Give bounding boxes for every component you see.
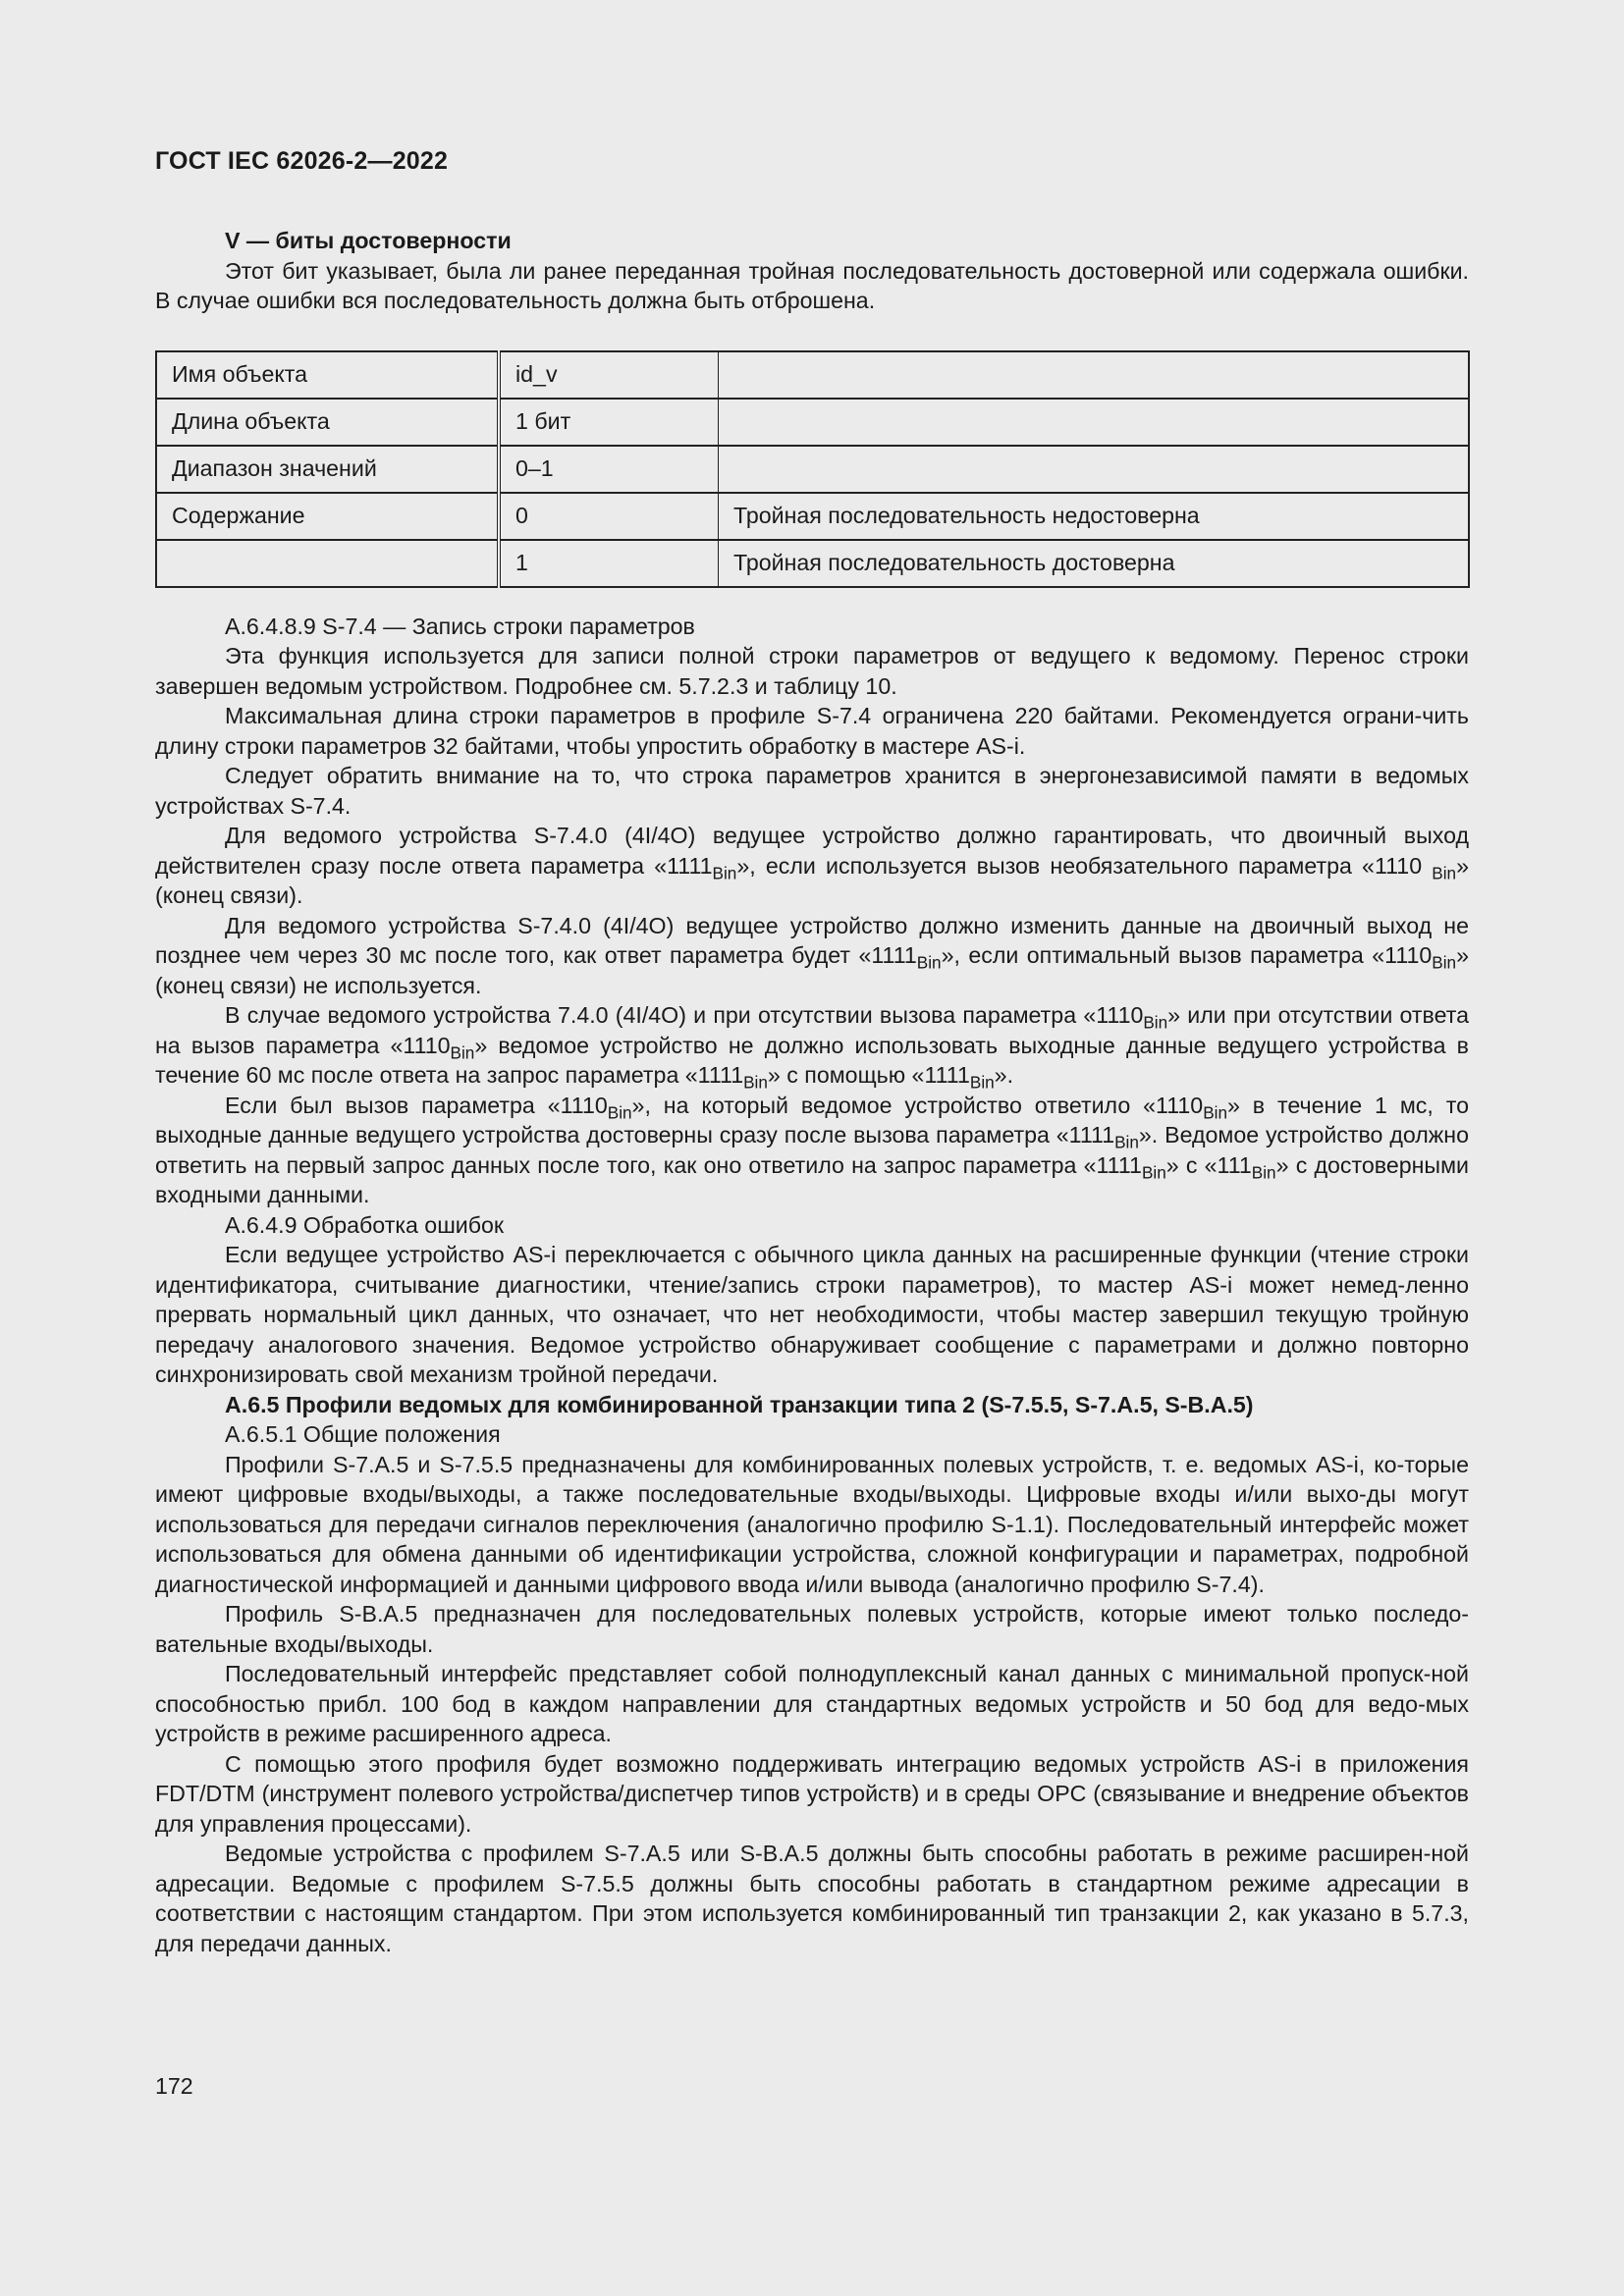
text-run: » с «111 xyxy=(1165,1151,1252,1178)
text-run: ». xyxy=(994,1062,1014,1088)
table-cell: Тройная последовательность недостоверна xyxy=(719,493,1470,540)
table-row xyxy=(156,399,1469,446)
text-run: ». Ведомое устройство должно ответить на первый запрос данных после того, как оно ответило на запрос параметра «1111 xyxy=(155,1122,1469,1178)
subscript: Bin xyxy=(450,1041,475,1062)
text-run: », если используется вызов необязательного параметра «1110 xyxy=(736,852,1433,879)
table-row xyxy=(156,446,1469,493)
section-a651-title: А.6.5.1 Общие положения xyxy=(225,1421,501,1447)
table-cell: 1 бит xyxy=(499,399,719,446)
table-row xyxy=(156,540,1469,587)
subscript: Bin xyxy=(1143,1012,1168,1033)
section-a649-title: А.6.4.9 Обработка ошибок xyxy=(225,1211,505,1238)
subscript: Bin xyxy=(1251,1161,1276,1182)
table-cell: Имя объекта xyxy=(156,351,499,399)
table-cell: Длина объекта xyxy=(156,399,499,446)
paragraph: Ведомые устройства с профилем S-7.A.5 или S-B.A.5 должны быть способны работать в режиме расширен-ной адресации. Ведомые с профилем S-7.5.5 должны быть способны работать в стандартном режиме адресации в соответствии с настоящим стандартом. При этом используется комбинированный тип транзакции 2, как указано в 5.7.3, для передачи данных. xyxy=(155,1841,1469,1956)
subscript: Bin xyxy=(1432,862,1457,882)
text-run: » (конец связи) не используется. xyxy=(155,942,1469,998)
table-cell: 0 xyxy=(499,493,719,540)
paragraph xyxy=(155,821,1469,911)
subscript: Bin xyxy=(607,1101,632,1122)
text-run: Если был вызов параметра «1110 xyxy=(225,1092,608,1118)
paragraph: Профиль S-B.A.5 предназначен для последовательных полевых устройств, которые имеют только последо-вательные входы/выходы. xyxy=(155,1601,1469,1657)
paragraph: Максимальная длина строки параметров в профиле S-7.4 ограничена 220 байтами. Рекомендуется ограни-чить длину строки параметров 32 байтами, чтобы упростить обработку в мастере AS-i. xyxy=(155,703,1469,759)
paragraph xyxy=(155,911,1469,1001)
paragraph: Эта функция используется для записи полной строки параметров от ведущего к ведомому. Перенос строки завершен ведомым устройством. Подробнее см. 5.7.2.3 и таблицу 10. xyxy=(155,643,1469,699)
paragraph: Если ведущее устройство AS-i переключается с обычного цикла данных на расширенные функции (чтение строки идентификатора, считывание диагностики, чтение/запись строки параметров), то мастер AS-i может немед-ленно прервать нормальный цикл данных, что означает, что нет необходимости, чтобы мастер завершил текущую тройную передачу аналогового значения. Ведомое устройство обнаруживает сообщение с параметрами и должно повторно синхронизировать свой механизм тройной передачи. xyxy=(155,1242,1469,1387)
section-a6489-title: А.6.4.8.9 S-7.4 — Запись строки параметров xyxy=(225,613,695,639)
table-cell: 0–1 xyxy=(499,446,719,493)
text-run: », на который ведомое устройство ответило «1110 xyxy=(631,1092,1204,1118)
paragraph xyxy=(155,1091,1469,1210)
table-cell: id_v xyxy=(499,351,719,399)
table-row xyxy=(156,351,1469,399)
table-cell xyxy=(156,540,499,587)
table-cell xyxy=(719,351,1470,399)
object-table xyxy=(155,350,1470,588)
table-cell: 1 xyxy=(499,540,719,587)
page-content xyxy=(155,226,1469,1958)
paragraph: Профили S-7.A.5 и S-7.5.5 предназначены для комбинированных полевых устройств, т. е. ведомых AS-i, ко-торые имеют цифровые входы/выходы, а также последовательные входы/выходы. Цифровые входы и/или выхо-ды могут использоваться для передачи сигналов переключения (аналогично профилю S-1.1). Последовательный интерфейс может использоваться для обмена данными об идентификации устройства, сложной конфигурации и параметрах, подробной диагностической информацией и данными цифрового ввода и/или вывода (аналогично профилю S-7.4). xyxy=(155,1451,1469,1597)
subscript: Bin xyxy=(1432,952,1457,973)
text-run: » с помощью «1111 xyxy=(767,1062,970,1088)
text-run: В случае ведомого устройства 7.4.0 (4I/4O) и при отсутствии вызова параметра «1110 xyxy=(225,1002,1144,1028)
paragraph: Следует обратить внимание на то, что строка параметров хранится в энергонезависимой памяти в ведомых устройствах S-7.4. xyxy=(155,763,1469,819)
table-cell xyxy=(719,399,1470,446)
subscript: Bin xyxy=(969,1072,995,1093)
text-run: Для ведомого устройства S-7.4.0 (4I/4O) ведущее устройство должно изменить данные на двоичный выход не позднее чем через 30 мс после того, как ответ параметра будет «1111 xyxy=(155,912,1469,968)
text-run: Для ведомого устройства S-7.4.0 (4I/4O) ведущее устройство должно гарантировать, что двоичный выход действителен сразу после ответа параметра «1111 xyxy=(155,823,1469,879)
subscript: Bin xyxy=(1114,1132,1139,1152)
text-run: » или при отсутствии ответа на вызов параметра «1110 xyxy=(155,1002,1469,1058)
page-number: 172 xyxy=(155,2073,193,2099)
table-cell: Тройная последовательность достоверна xyxy=(719,540,1470,587)
subscript: Bin xyxy=(1203,1101,1227,1122)
table-cell xyxy=(719,446,1470,493)
paragraph: Последовательный интерфейс представляет собой полнодуплексный канал данных с минимальной пропуск-ной способностью прибл. 100 бод в каждом направлении для стандартных ведомых устройств и 50 бод для ведо-мых устройств в режиме расширенного адреса. xyxy=(155,1661,1469,1746)
table-cell: Диапазон значений xyxy=(156,446,499,493)
text-run: », если оптимальный вызов параметра «1110 xyxy=(941,942,1433,968)
text-run: » ведомое устройство не должно использовать выходные данные ведущего устройства в течение 60 мс после ответа на запрос параметра «1111 xyxy=(155,1032,1469,1088)
section-v-text: Этот бит указывает, была ли ранее переданная тройная последовательность достоверной или содержала ошибки. В случае ошибки вся последовательность должна быть отброшена. xyxy=(155,257,1469,313)
section-a65-title: А.6.5 Профили ведомых для комбинированной транзакции типа 2 (S-7.5.5, S-7.A.5, S-B.A.5) xyxy=(225,1391,1254,1417)
text-run: » в течение 1 мс, то выходные данные ведущего устройства достоверны сразу после вызова параметра «1111 xyxy=(155,1092,1470,1148)
table-row xyxy=(156,493,1469,540)
subscript: Bin xyxy=(712,862,737,882)
section-v-title: V — биты достоверности xyxy=(225,228,512,253)
document-header: ГОСТ IEC 62026-2—2022 xyxy=(155,147,449,175)
subscript: Bin xyxy=(916,952,942,973)
text-run: » (конец связи). xyxy=(155,852,1469,908)
paragraph: С помощью этого профиля будет возможно поддерживать интеграцию ведомых устройств AS-i в приложения FDT/DTM (инструмент полевого устройства/диспетчер типов устройств) и в среды OPC (связывание и внедрение объектов для управления процессами). xyxy=(155,1750,1469,1837)
paragraph xyxy=(155,1000,1469,1091)
table-cell: Содержание xyxy=(156,493,499,540)
text-run: » с достоверными входными данными. xyxy=(155,1151,1469,1207)
subscript: Bin xyxy=(743,1072,768,1093)
subscript: Bin xyxy=(1141,1161,1166,1182)
